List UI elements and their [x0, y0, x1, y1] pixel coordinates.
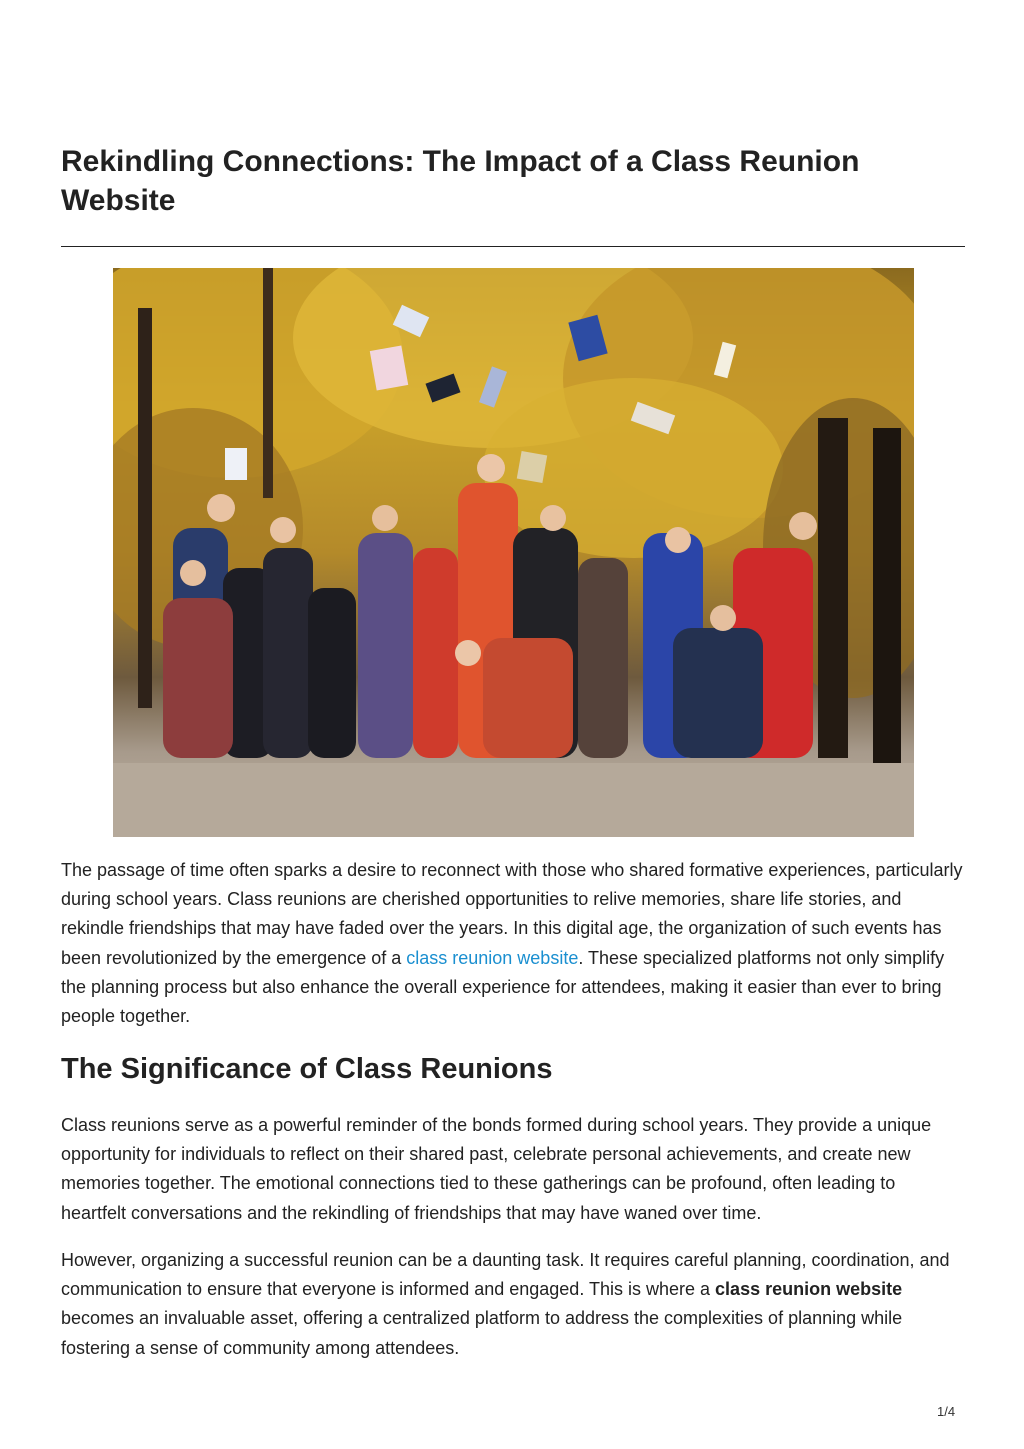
intro-text-before-link: The passage of time often sparks a desire to reconnect with those who shared formative experiences, particularly during school years. Class reunions are cherished opportunities to relive memories, share life stories, and rekindle friendships that may have faded over the years. In this digital age, the organization of such events has been revolutionized by the emergence of a	[61, 860, 963, 968]
section-heading: The Significance of Class Reunions	[61, 1053, 553, 1085]
significance-paragraph: Class reunions serve as a powerful reminder of the bonds formed during school years. They provide a unique opportunity for individuals to reflect on their shared past, celebrate personal achievements, and create new memories together. The emotional connections tied to these gatherings can be profound, often leading to heartfelt conversations and the rekindling of friendships that may have waned over time.	[61, 1115, 932, 1223]
title-divider	[61, 246, 965, 247]
article-title: Rekindling Connections: The Impact of a Class Reunion Website	[61, 145, 860, 217]
hero-illustration	[113, 268, 914, 837]
organizing-text-before-bold: However, organizing a successful reunion can be a daunting task. It requires careful planning, coordination, and communication to ensure that everyone is informed and engaged. This is where a	[61, 1250, 950, 1300]
organizing-paragraph	[61, 1246, 965, 1363]
bold-class-reunion-website: class reunion website	[715, 1279, 903, 1300]
document-page	[61, 0, 965, 1449]
intro-paragraph	[61, 856, 965, 1031]
class-reunion-website-link[interactable]: class reunion website	[406, 947, 579, 968]
intro-text-after-link: . These specialized platforms not only simplify the planning process but also enhance the overall experience for attendees, making it easier than ever to bring people together.	[61, 947, 945, 1027]
hero-image	[113, 268, 914, 837]
organizing-text-after-bold: becomes an invaluable asset, offering a centralized platform to address the complexities of planning while fostering a sense of community among attendees.	[61, 1308, 903, 1358]
page-number: 1/4	[937, 1404, 956, 1419]
